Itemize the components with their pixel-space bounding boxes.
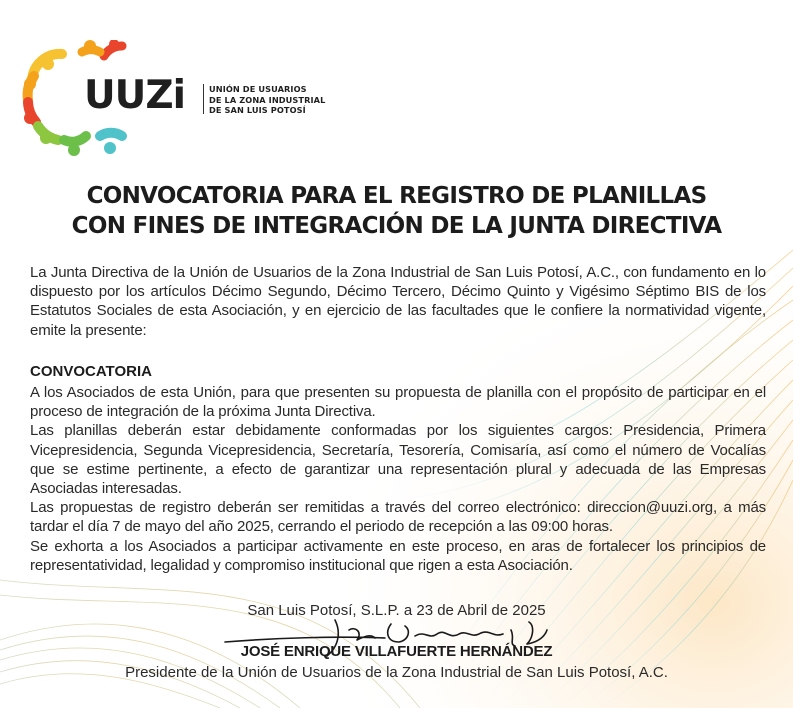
- intro-paragraph: La Junta Directiva de la Unión de Usuarios de la Zona Industrial de San Luis Potosí, A.C., con fundamento en lo dispuesto por los artículos Décimo Segundo, Décimo Tercero, Décimo Quinto y Vigésimo Séptimo BIS de los Estatutos Sociales de esta Asociación, y en ejercicio de las facultades que le confiere la normatividad vigente, emite la presente:: [30, 264, 766, 339]
- signer-name: JOSÉ ENRIQUE VILLAFUERTE HERNÁNDEZ: [240, 643, 553, 660]
- convocatoria-heading: CONVOCATORIA: [30, 363, 152, 380]
- logo-tagline-line: UNIÓN DE USUARIOS: [209, 84, 307, 94]
- convocatoria-paragraph: A los Asociados de esta Unión, para que presenten su propuesta de planilla con el propósito de participar en el proceso de integración de la próxima Junta Directiva.: [30, 384, 766, 421]
- title-line: CON FINES DE INTEGRACIÓN DE LA JUNTA DIRECTIVA: [71, 213, 722, 239]
- logo-tagline-line: DE SAN LUIS POTOSÍ: [209, 105, 306, 115]
- convocatoria-paragraph: Se exhorta a los Asociados a participar activamente en este proceso, en aras de fortalecer los principios de representatividad, legalidad y compromiso institucional que rigen a esta Asociación.: [30, 537, 766, 574]
- convocatoria-paragraph: Las propuestas de registro deberán ser remitidas a través del correo electrónico: direccion@uuzi.org, a más tardar el día 7 de mayo del año 2025, cerrando el periodo de recepción a las 09:00 horas.: [30, 499, 766, 536]
- title-line: CONVOCATORIA PARA EL REGISTRO DE PLANILLAS: [86, 183, 707, 209]
- convocatoria-paragraph: Las planillas deberán estar debidamente conformadas por los siguientes cargos: Presidencia, Primera Vicepresidencia, Segunda Vicepresidencia, Secretaría, Tesorería, Comisaría, así como el número de Vocalías que se estime pertinente, a efecto de garantizar una representación plural y adecuada de las Empresas Asociadas interesadas.: [30, 422, 766, 498]
- place-date: San Luis Potosí, S.L.P. a 23 de Abril de 2025: [247, 602, 546, 619]
- uuzi-logo: [22, 40, 342, 160]
- document-title: [0, 181, 793, 241]
- logo-wordmark: UUZi: [84, 73, 185, 118]
- signer-role: Presidente de la Unión de Usuarios de la Zona Industrial de San Luis Potosí, A.C.: [125, 664, 668, 681]
- convocatoria-body: [30, 383, 766, 575]
- logo-tagline-line: DE LA ZONA INDUSTRIAL: [209, 94, 326, 105]
- logo-divider: [203, 84, 204, 114]
- logo-tagline: [209, 84, 325, 116]
